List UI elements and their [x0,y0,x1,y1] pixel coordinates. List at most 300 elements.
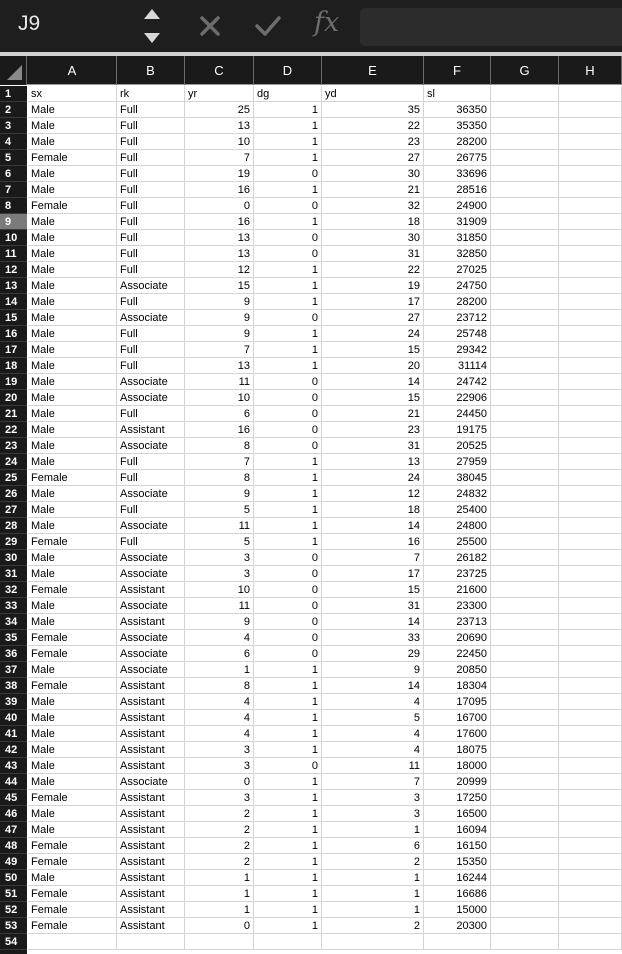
cell-a11[interactable]: Male [28,246,117,262]
cell-e45[interactable]: 3 [322,790,424,806]
row-header-41[interactable]: 41 [0,726,27,742]
cell-h25[interactable] [559,470,622,486]
cell-e47[interactable]: 1 [322,822,424,838]
cell-h16[interactable] [559,326,622,342]
cell-a6[interactable]: Male [28,166,117,182]
cell-a4[interactable]: Male [28,134,117,150]
row-header-1[interactable]: 1 [0,86,27,102]
cell-e15[interactable]: 27 [322,310,424,326]
cell-g2[interactable] [491,102,559,118]
row-header-26[interactable]: 26 [0,486,27,502]
cell-e23[interactable]: 31 [322,438,424,454]
cell-d28[interactable]: 1 [254,518,322,534]
column-header-a[interactable]: A [28,56,117,85]
cell-g12[interactable] [491,262,559,278]
cell-f5[interactable]: 26775 [424,150,491,166]
cell-b31[interactable]: Associate [117,566,185,582]
cell-a43[interactable]: Male [28,758,117,774]
cell-c43[interactable]: 3 [185,758,254,774]
cell-b7[interactable]: Full [117,182,185,198]
cell-g47[interactable] [491,822,559,838]
row-header-14[interactable]: 14 [0,294,27,310]
cell-d32[interactable]: 0 [254,582,322,598]
cell-b54[interactable] [117,934,185,950]
cell-c36[interactable]: 6 [185,646,254,662]
cell-h1[interactable] [559,86,622,102]
column-header-h[interactable]: H [559,56,622,85]
cell-e4[interactable]: 23 [322,134,424,150]
cell-h36[interactable] [559,646,622,662]
cell-h50[interactable] [559,870,622,886]
cell-g22[interactable] [491,422,559,438]
cell-g42[interactable] [491,742,559,758]
cell-f27[interactable]: 25400 [424,502,491,518]
cell-g4[interactable] [491,134,559,150]
cell-e13[interactable]: 19 [322,278,424,294]
cell-g32[interactable] [491,582,559,598]
row-header-43[interactable]: 43 [0,758,27,774]
row-header-44[interactable]: 44 [0,774,27,790]
cell-g5[interactable] [491,150,559,166]
cell-d6[interactable]: 0 [254,166,322,182]
cell-b51[interactable]: Assistant [117,886,185,902]
cell-e31[interactable]: 17 [322,566,424,582]
row-header-37[interactable]: 37 [0,662,27,678]
cell-c28[interactable]: 11 [185,518,254,534]
cell-c52[interactable]: 1 [185,902,254,918]
cell-d42[interactable]: 1 [254,742,322,758]
cell-f52[interactable]: 15000 [424,902,491,918]
cell-b53[interactable]: Assistant [117,918,185,934]
cell-b24[interactable]: Full [117,454,185,470]
cell-b27[interactable]: Full [117,502,185,518]
cell-a3[interactable]: Male [28,118,117,134]
cell-h3[interactable] [559,118,622,134]
cell-b2[interactable]: Full [117,102,185,118]
row-header-2[interactable]: 2 [0,102,27,118]
cell-c20[interactable]: 10 [185,390,254,406]
cell-g52[interactable] [491,902,559,918]
row-header-3[interactable]: 3 [0,118,27,134]
cell-e17[interactable]: 15 [322,342,424,358]
cell-c42[interactable]: 3 [185,742,254,758]
cell-a15[interactable]: Male [28,310,117,326]
cell-g54[interactable] [491,934,559,950]
cell-e7[interactable]: 21 [322,182,424,198]
cell-g26[interactable] [491,486,559,502]
row-header-48[interactable]: 48 [0,838,27,854]
cell-a38[interactable]: Female [28,678,117,694]
cell-f4[interactable]: 28200 [424,134,491,150]
cell-f22[interactable]: 19175 [424,422,491,438]
row-header-19[interactable]: 19 [0,374,27,390]
cell-d50[interactable]: 1 [254,870,322,886]
cell-b46[interactable]: Assistant [117,806,185,822]
cell-f24[interactable]: 27959 [424,454,491,470]
cell-h47[interactable] [559,822,622,838]
cell-h31[interactable] [559,566,622,582]
cell-c23[interactable]: 8 [185,438,254,454]
cell-c39[interactable]: 4 [185,694,254,710]
cell-f48[interactable]: 16150 [424,838,491,854]
cell-f28[interactable]: 24800 [424,518,491,534]
cell-e37[interactable]: 9 [322,662,424,678]
cell-e2[interactable]: 35 [322,102,424,118]
cell-f17[interactable]: 29342 [424,342,491,358]
cell-g15[interactable] [491,310,559,326]
cell-c32[interactable]: 10 [185,582,254,598]
cell-c26[interactable]: 9 [185,486,254,502]
cell-c31[interactable]: 3 [185,566,254,582]
cell-d49[interactable]: 1 [254,854,322,870]
cell-e35[interactable]: 33 [322,630,424,646]
row-header-42[interactable]: 42 [0,742,27,758]
row-header-7[interactable]: 7 [0,182,27,198]
cell-e22[interactable]: 23 [322,422,424,438]
row-header-49[interactable]: 49 [0,854,27,870]
cell-h6[interactable] [559,166,622,182]
cell-d54[interactable] [254,934,322,950]
cell-d38[interactable]: 1 [254,678,322,694]
row-header-27[interactable]: 27 [0,502,27,518]
cell-a1[interactable]: sx [28,86,117,102]
cell-d45[interactable]: 1 [254,790,322,806]
cell-g10[interactable] [491,230,559,246]
cell-a32[interactable]: Female [28,582,117,598]
cell-d47[interactable]: 1 [254,822,322,838]
cell-c38[interactable]: 8 [185,678,254,694]
cell-g9[interactable] [491,214,559,230]
cell-a7[interactable]: Male [28,182,117,198]
cell-d24[interactable]: 1 [254,454,322,470]
cell-d35[interactable]: 0 [254,630,322,646]
cell-a19[interactable]: Male [28,374,117,390]
cell-d5[interactable]: 1 [254,150,322,166]
cell-b18[interactable]: Full [117,358,185,374]
cell-a41[interactable]: Male [28,726,117,742]
cell-g36[interactable] [491,646,559,662]
cell-b14[interactable]: Full [117,294,185,310]
cell-f34[interactable]: 23713 [424,614,491,630]
cell-h11[interactable] [559,246,622,262]
cell-h52[interactable] [559,902,622,918]
cell-a2[interactable]: Male [28,102,117,118]
cell-d21[interactable]: 0 [254,406,322,422]
cell-e42[interactable]: 4 [322,742,424,758]
cell-a35[interactable]: Female [28,630,117,646]
cell-f26[interactable]: 24832 [424,486,491,502]
row-header-25[interactable]: 25 [0,470,27,486]
cell-g51[interactable] [491,886,559,902]
cell-c17[interactable]: 7 [185,342,254,358]
cell-d53[interactable]: 1 [254,918,322,934]
cell-c3[interactable]: 13 [185,118,254,134]
row-header-22[interactable]: 22 [0,422,27,438]
cell-f7[interactable]: 28516 [424,182,491,198]
cell-b26[interactable]: Associate [117,486,185,502]
row-header-13[interactable]: 13 [0,278,27,294]
cell-b12[interactable]: Full [117,262,185,278]
cell-e27[interactable]: 18 [322,502,424,518]
row-header-24[interactable]: 24 [0,454,27,470]
cell-f41[interactable]: 17600 [424,726,491,742]
cell-d29[interactable]: 1 [254,534,322,550]
cell-h35[interactable] [559,630,622,646]
cell-h4[interactable] [559,134,622,150]
cell-b25[interactable]: Full [117,470,185,486]
cell-a23[interactable]: Male [28,438,117,454]
cell-h33[interactable] [559,598,622,614]
cell-a51[interactable]: Female [28,886,117,902]
checkmark-icon[interactable] [250,8,286,44]
cell-f18[interactable]: 31114 [424,358,491,374]
cell-d3[interactable]: 1 [254,118,322,134]
cell-h48[interactable] [559,838,622,854]
cell-h46[interactable] [559,806,622,822]
cell-a36[interactable]: Female [28,646,117,662]
cell-f1[interactable]: sl [424,86,491,102]
cell-e9[interactable]: 18 [322,214,424,230]
cell-a16[interactable]: Male [28,326,117,342]
cell-c21[interactable]: 6 [185,406,254,422]
cell-h5[interactable] [559,150,622,166]
cell-h32[interactable] [559,582,622,598]
row-header-47[interactable]: 47 [0,822,27,838]
cell-g31[interactable] [491,566,559,582]
cell-a29[interactable]: Female [28,534,117,550]
cell-b17[interactable]: Full [117,342,185,358]
cell-h30[interactable] [559,550,622,566]
cell-h8[interactable] [559,198,622,214]
cell-g14[interactable] [491,294,559,310]
cell-g25[interactable] [491,470,559,486]
cell-e19[interactable]: 14 [322,374,424,390]
column-header-f[interactable]: F [424,56,491,85]
cell-d41[interactable]: 1 [254,726,322,742]
cell-b9[interactable]: Full [117,214,185,230]
cell-d14[interactable]: 1 [254,294,322,310]
cell-f45[interactable]: 17250 [424,790,491,806]
cell-f12[interactable]: 27025 [424,262,491,278]
cell-g38[interactable] [491,678,559,694]
cell-g3[interactable] [491,118,559,134]
row-header-50[interactable]: 50 [0,870,27,886]
cell-g19[interactable] [491,374,559,390]
cell-h24[interactable] [559,454,622,470]
cell-b23[interactable]: Associate [117,438,185,454]
cell-b30[interactable]: Associate [117,550,185,566]
cell-e12[interactable]: 22 [322,262,424,278]
cell-f39[interactable]: 17095 [424,694,491,710]
cell-c11[interactable]: 13 [185,246,254,262]
cell-h14[interactable] [559,294,622,310]
cell-f53[interactable]: 20300 [424,918,491,934]
cell-b28[interactable]: Associate [117,518,185,534]
cell-a17[interactable]: Male [28,342,117,358]
cell-h37[interactable] [559,662,622,678]
cell-g16[interactable] [491,326,559,342]
cell-e53[interactable]: 2 [322,918,424,934]
cell-e20[interactable]: 15 [322,390,424,406]
cell-a44[interactable]: Male [28,774,117,790]
cell-d33[interactable]: 0 [254,598,322,614]
cell-d26[interactable]: 1 [254,486,322,502]
cell-b39[interactable]: Assistant [117,694,185,710]
cell-e1[interactable]: yd [322,86,424,102]
cell-e34[interactable]: 14 [322,614,424,630]
cell-f40[interactable]: 16700 [424,710,491,726]
cell-a30[interactable]: Male [28,550,117,566]
cell-f21[interactable]: 24450 [424,406,491,422]
row-header-39[interactable]: 39 [0,694,27,710]
cell-c1[interactable]: yr [185,86,254,102]
cell-d2[interactable]: 1 [254,102,322,118]
cell-g13[interactable] [491,278,559,294]
cell-a26[interactable]: Male [28,486,117,502]
row-header-18[interactable]: 18 [0,358,27,374]
cell-e41[interactable]: 4 [322,726,424,742]
cell-g45[interactable] [491,790,559,806]
formula-input[interactable] [360,8,622,46]
row-header-34[interactable]: 34 [0,614,27,630]
column-header-c[interactable]: C [185,56,254,85]
cell-a27[interactable]: Male [28,502,117,518]
cell-h43[interactable] [559,758,622,774]
cell-g40[interactable] [491,710,559,726]
column-header-b[interactable]: B [117,56,185,85]
cell-b36[interactable]: Associate [117,646,185,662]
cell-b16[interactable]: Full [117,326,185,342]
cell-b35[interactable]: Associate [117,630,185,646]
cell-h54[interactable] [559,934,622,950]
cell-b10[interactable]: Full [117,230,185,246]
row-header-11[interactable]: 11 [0,246,27,262]
row-header-52[interactable]: 52 [0,902,27,918]
row-header-15[interactable]: 15 [0,310,27,326]
cell-g24[interactable] [491,454,559,470]
cell-d52[interactable]: 1 [254,902,322,918]
row-header-5[interactable]: 5 [0,150,27,166]
row-header-53[interactable]: 53 [0,918,27,934]
cell-f6[interactable]: 33696 [424,166,491,182]
column-header-d[interactable]: D [254,56,322,85]
cell-a39[interactable]: Male [28,694,117,710]
cell-g20[interactable] [491,390,559,406]
cell-f19[interactable]: 24742 [424,374,491,390]
cell-c41[interactable]: 4 [185,726,254,742]
cell-e28[interactable]: 14 [322,518,424,534]
cell-g27[interactable] [491,502,559,518]
cell-d43[interactable]: 0 [254,758,322,774]
cell-g53[interactable] [491,918,559,934]
cell-f43[interactable]: 18000 [424,758,491,774]
cell-c46[interactable]: 2 [185,806,254,822]
cell-b32[interactable]: Assistant [117,582,185,598]
cell-f37[interactable]: 20850 [424,662,491,678]
cell-c49[interactable]: 2 [185,854,254,870]
cell-h53[interactable] [559,918,622,934]
row-header-32[interactable]: 32 [0,582,27,598]
cell-b49[interactable]: Assistant [117,854,185,870]
cell-c35[interactable]: 4 [185,630,254,646]
cell-d9[interactable]: 1 [254,214,322,230]
cell-f49[interactable]: 15350 [424,854,491,870]
cell-e38[interactable]: 14 [322,678,424,694]
cell-f30[interactable]: 26182 [424,550,491,566]
cell-c12[interactable]: 12 [185,262,254,278]
cell-b19[interactable]: Associate [117,374,185,390]
cell-b34[interactable]: Assistant [117,614,185,630]
cell-d10[interactable]: 0 [254,230,322,246]
cell-e3[interactable]: 22 [322,118,424,134]
cell-c8[interactable]: 0 [185,198,254,214]
cell-b40[interactable]: Assistant [117,710,185,726]
cell-a20[interactable]: Male [28,390,117,406]
cell-d31[interactable]: 0 [254,566,322,582]
cell-a50[interactable]: Male [28,870,117,886]
cell-a10[interactable]: Male [28,230,117,246]
cell-e54[interactable] [322,934,424,950]
cell-d25[interactable]: 1 [254,470,322,486]
cell-g23[interactable] [491,438,559,454]
cell-a48[interactable]: Female [28,838,117,854]
cell-e39[interactable]: 4 [322,694,424,710]
row-header-8[interactable]: 8 [0,198,27,214]
cell-d51[interactable]: 1 [254,886,322,902]
cell-c37[interactable]: 1 [185,662,254,678]
cell-d30[interactable]: 0 [254,550,322,566]
cell-e26[interactable]: 12 [322,486,424,502]
cell-a37[interactable]: Male [28,662,117,678]
row-header-21[interactable]: 21 [0,406,27,422]
cell-b15[interactable]: Associate [117,310,185,326]
cell-c22[interactable]: 16 [185,422,254,438]
cell-e21[interactable]: 21 [322,406,424,422]
cell-e49[interactable]: 2 [322,854,424,870]
cell-b33[interactable]: Associate [117,598,185,614]
cell-g11[interactable] [491,246,559,262]
row-header-35[interactable]: 35 [0,630,27,646]
cell-g1[interactable] [491,86,559,102]
cell-f16[interactable]: 25748 [424,326,491,342]
cell-d1[interactable]: dg [254,86,322,102]
row-header-54[interactable]: 54 [0,934,27,950]
cell-h15[interactable] [559,310,622,326]
cell-g28[interactable] [491,518,559,534]
cell-g44[interactable] [491,774,559,790]
cell-b1[interactable]: rk [117,86,185,102]
cell-h28[interactable] [559,518,622,534]
cell-e40[interactable]: 5 [322,710,424,726]
cell-h42[interactable] [559,742,622,758]
cell-g46[interactable] [491,806,559,822]
cell-e18[interactable]: 20 [322,358,424,374]
cell-d8[interactable]: 0 [254,198,322,214]
row-header-30[interactable]: 30 [0,550,27,566]
cell-d17[interactable]: 1 [254,342,322,358]
cell-e14[interactable]: 17 [322,294,424,310]
cell-c30[interactable]: 3 [185,550,254,566]
cell-g29[interactable] [491,534,559,550]
cell-b42[interactable]: Assistant [117,742,185,758]
cell-d36[interactable]: 0 [254,646,322,662]
cell-a34[interactable]: Male [28,614,117,630]
cell-b13[interactable]: Associate [117,278,185,294]
cell-f36[interactable]: 22450 [424,646,491,662]
cell-b45[interactable]: Assistant [117,790,185,806]
cell-a13[interactable]: Male [28,278,117,294]
cell-a53[interactable]: Female [28,918,117,934]
